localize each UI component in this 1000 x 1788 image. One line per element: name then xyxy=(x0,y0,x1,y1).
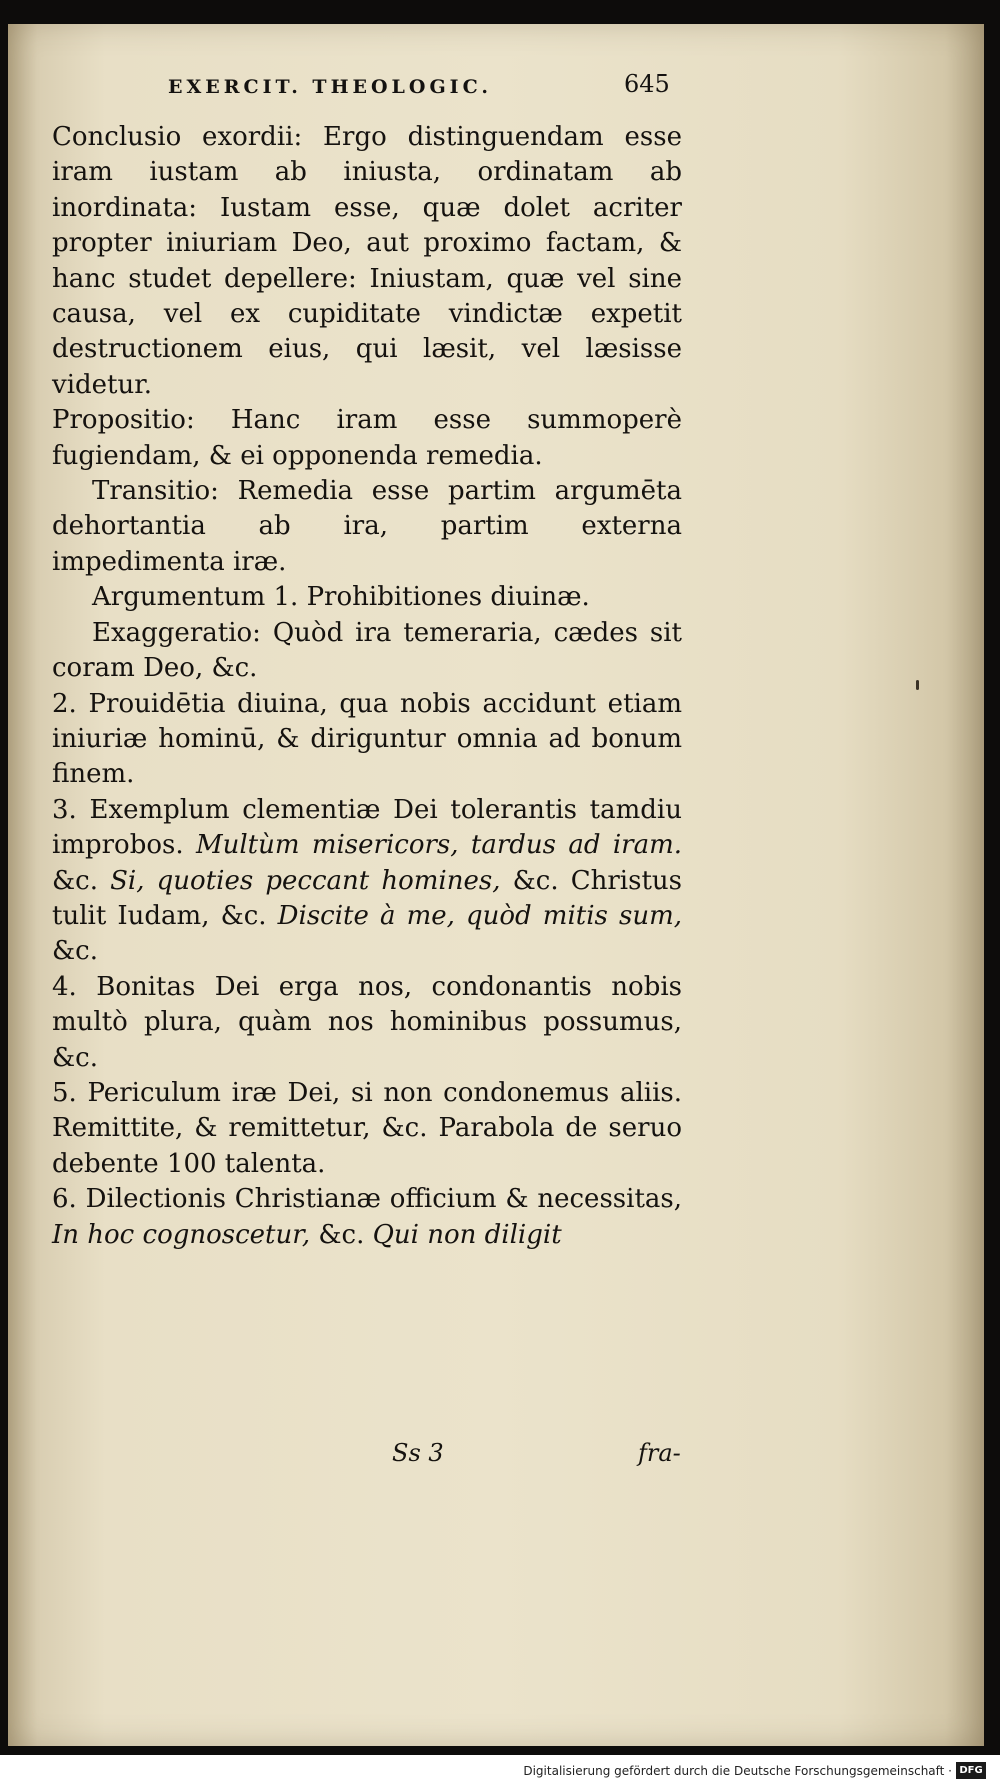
body-text xyxy=(52,120,683,1467)
book-page xyxy=(8,24,984,1746)
paragraph xyxy=(52,120,682,403)
text-run: Propositio: Hanc iram esse summoperè fugiendam, & ei opponenda remedia. xyxy=(52,405,682,471)
text-run: 4. Bonitas Dei erga nos, condonantis nobis multò plura, quàm nos hominibus possumus, &c. xyxy=(52,971,682,1073)
running-head: EXERCIT. THEOLOGIC. xyxy=(168,76,492,98)
paragraph xyxy=(52,580,682,615)
margin-speck xyxy=(916,680,919,690)
text-run: 6. Dilectionis Christianæ officium & necessitas, xyxy=(52,1184,682,1215)
text-run: 5. Periculum iræ Dei, si non condonemus aliis. Remittite, & remittetur, &c. Parabola de seruo debente 100 talenta. xyxy=(52,1077,682,1179)
paragraph xyxy=(52,970,682,1076)
italic-quotation: Multùm misericors, tardus ad iram. xyxy=(195,830,682,861)
page-footer xyxy=(52,1436,682,1472)
signature-mark: Ss 3 xyxy=(392,1439,444,1467)
page-number: 645 xyxy=(624,70,670,98)
text-run: &c. xyxy=(310,1219,373,1250)
paragraph xyxy=(52,793,682,970)
italic-quotation: Si, quoties peccant homines, xyxy=(110,865,501,896)
text-run: Argumentum 1. Prohibitiones diuinæ. xyxy=(92,582,590,613)
text-run: 3. Exemplum clementiæ Dei tolerantis tamdiu improbos. xyxy=(52,794,682,861)
paragraph xyxy=(52,1182,682,1253)
text-run: Exaggeratio: Quòd ira temeraria, cædes sit coram Deo, &c. xyxy=(52,617,682,684)
digitization-credit: Digitalisierung gefördert durch die Deutsche Forschungsgemeinschaft · xyxy=(523,1764,952,1778)
paragraph xyxy=(52,403,682,474)
catchword: fra- xyxy=(638,1439,681,1467)
paragraph xyxy=(52,687,682,793)
italic-quotation: Discite à me, quòd mitis sum, xyxy=(277,900,682,931)
dfg-logo: DFG xyxy=(956,1762,986,1779)
paragraph xyxy=(52,474,682,580)
text-run: Conclusio exordii: Ergo distinguendam esse iram iustam ab iniusta, ordinatam ab inordinata: Iustam esse, quæ dolet acriter propter iniuriam Deo, aut proximo factam, & hanc studet depellere: Iniustam, quæ vel sine causa, vel ex cupiditate vindictæ expetit destructionem eius, qui læsit, vel læsisse videtur. xyxy=(52,122,682,400)
text-run: &c. xyxy=(52,936,98,967)
digitization-bar xyxy=(0,1755,1000,1788)
text-run: 2. Prouidētia diuina, qua nobis accidunt etiam iniuriæ hominū, & diriguntur omnia ad bonum finem. xyxy=(52,688,682,790)
text-run: Transitio: Remedia esse partim argumēta dehortantia ab ira, partim externa impedimenta iræ. xyxy=(52,476,682,577)
paragraph xyxy=(52,1076,682,1182)
italic-quotation: Qui non diligit xyxy=(372,1219,562,1250)
paragraph xyxy=(52,616,682,687)
italic-quotation: In hoc cognoscetur, xyxy=(52,1219,311,1250)
text-run: &c. xyxy=(52,865,111,896)
text-run: &c. Christus tulit Iudam, &c. xyxy=(52,865,683,931)
